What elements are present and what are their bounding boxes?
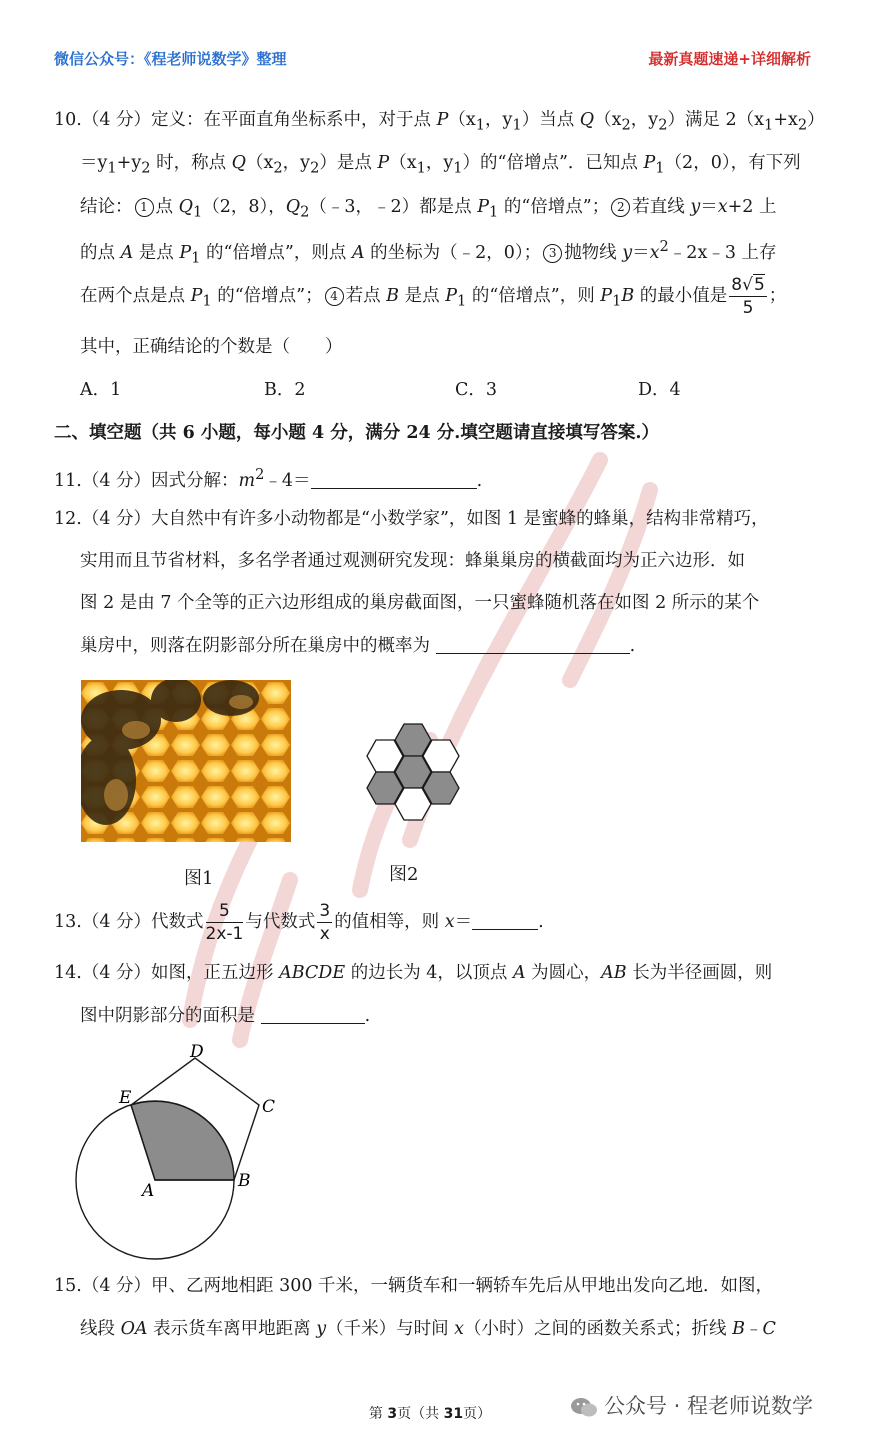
brand-watermark-text: 公众号 · 程老师说数学 — [604, 1394, 814, 1418]
answer-blank — [261, 1008, 365, 1024]
q10-line-2: $=y_1+y_2$ 时，称点 $Q(x_2$，$y_2$）是点 $P(x_1$，$y_1$）的“倍增点”．已知点 $P_1(2$，0），有下列 — [80, 153, 801, 177]
vertex-label-d: D — [190, 1042, 204, 1062]
vertex-label-e: E — [119, 1088, 132, 1108]
fraction-8sqrt5-over-5: $\frac{8√5}{5}$ — [731, 275, 765, 318]
circled-number: 2 — [611, 198, 630, 217]
circled-number: 3 — [543, 244, 562, 263]
q10-line-5: 在两个点是点 $P_1$ 的“倍增点”； 4 若点 B 是点 $P_1$ 的“倍增点”，则 $P_1B$ 的最小值是 $\frac{8√5}{5}$ ； — [80, 275, 787, 318]
figure-2-caption: 图2 — [389, 864, 419, 885]
q10-line-1: 10.（4 分）定义：在平面直角坐标系中，对于点 $P(x_1$，$y_1$）当点 $Q(x_2$，$y_2$）满足 $2(x_1+x_2)$ — [54, 110, 825, 134]
q12-line-1: 12.（4 分）大自然中有许多小动物都是“小数学家”，如图 1 是蜜蜂的蜂巢，结构非常精巧， — [54, 509, 769, 529]
answer-blank — [436, 638, 630, 654]
vertex-label-b: B — [238, 1171, 251, 1191]
answer-blank — [311, 473, 477, 489]
q14-line-1: 14.（4 分）如图，正五边形 ABCDE 的边长为 4，以顶点 A 为圆心，AB 长为半径画圆，则 — [54, 963, 773, 983]
q10-option-c: C．3 — [455, 380, 498, 400]
q14-line-2: 图中阴影部分的面积是 . — [80, 1006, 371, 1026]
fraction-5-over-2x-1: $\frac{5}{2x-1}$ — [205, 901, 244, 944]
wechat-icon — [570, 1396, 598, 1418]
vertex-label-c: C — [262, 1097, 276, 1117]
page-number: 第 3页（共 31页） — [368, 1406, 492, 1422]
q15-line-1: 15.（4 分）甲、乙两地相距 300 千米，一辆货车和一辆轿车先后从甲地出发向乙地．如图， — [54, 1276, 774, 1296]
q12-line-2: 实用而且节省材料，多名学者通过观测研究发现：蜂巢巢房的横截面均为正六边形．如 — [80, 551, 745, 571]
honeycomb-photo — [81, 680, 291, 842]
shaded-sector — [131, 1101, 234, 1180]
q11-line: 11.（4 分）因式分解：$m^2﹣4=$ . — [54, 466, 483, 491]
q12-line-3: 图 2 是由 7 个全等的正六边形组成的巢房截面图，一只蜜蜂随机落在如图 2 所示的某个 — [80, 593, 760, 613]
section-2-heading: 二、填空题（共 6 小题，每小题 4 分，满分 24 分.填空题请直接填写答案.） — [54, 423, 659, 443]
circled-number: 1 — [135, 198, 154, 217]
header-right: 最新真题速递+详细解析 — [648, 50, 811, 68]
figure-1-caption: 图1 — [184, 868, 214, 889]
answer-blank — [472, 914, 538, 930]
q12-line-4: 巢房中，则落在阴影部分所在巢房中的概率为 . — [80, 636, 636, 656]
header-left: 微信公众号：《程老师说数学》整理 — [54, 50, 287, 68]
hexagon-cluster-figure — [350, 716, 476, 836]
q10-line-6: 其中，正确结论的个数是（ ） — [80, 337, 343, 357]
q10-line-4: 的点 A 是点 $P_1$ 的“倍增点”，则点 A 的坐标为（﹣2，0）； 3 抛物线 $y=x^2﹣2x﹣3$ 上存 — [80, 238, 777, 267]
circled-number: 4 — [325, 287, 344, 306]
q10-line-3: 结论： 1 点 $Q_1(2$，8），$Q_2(﹣3$，﹣2）都是点 $P_1$ 的“倍增点”； 2 若直线 y＝x+2 上 — [80, 197, 777, 221]
q10-option-d: D．4 — [638, 380, 681, 400]
q13-line: 13.（4 分）代数式 $\frac{5}{2x-1}$ 与代数式 $\frac{3}{x}$ 的值相等，则 x＝ . — [54, 901, 544, 944]
q10-option-b: B．2 — [264, 380, 306, 400]
pentagon-circle-figure — [70, 1038, 290, 1268]
q15-line-2: 线段 OA 表示货车离甲地距离 y（千米）与时间 x（小时）之间的函数关系式；折线 B﹣C — [80, 1319, 776, 1339]
vertex-label-a: A — [142, 1181, 155, 1201]
q10-option-a: A．1 — [80, 380, 122, 400]
fraction-3-over-x: $\frac{3}{x}$ — [319, 901, 331, 944]
